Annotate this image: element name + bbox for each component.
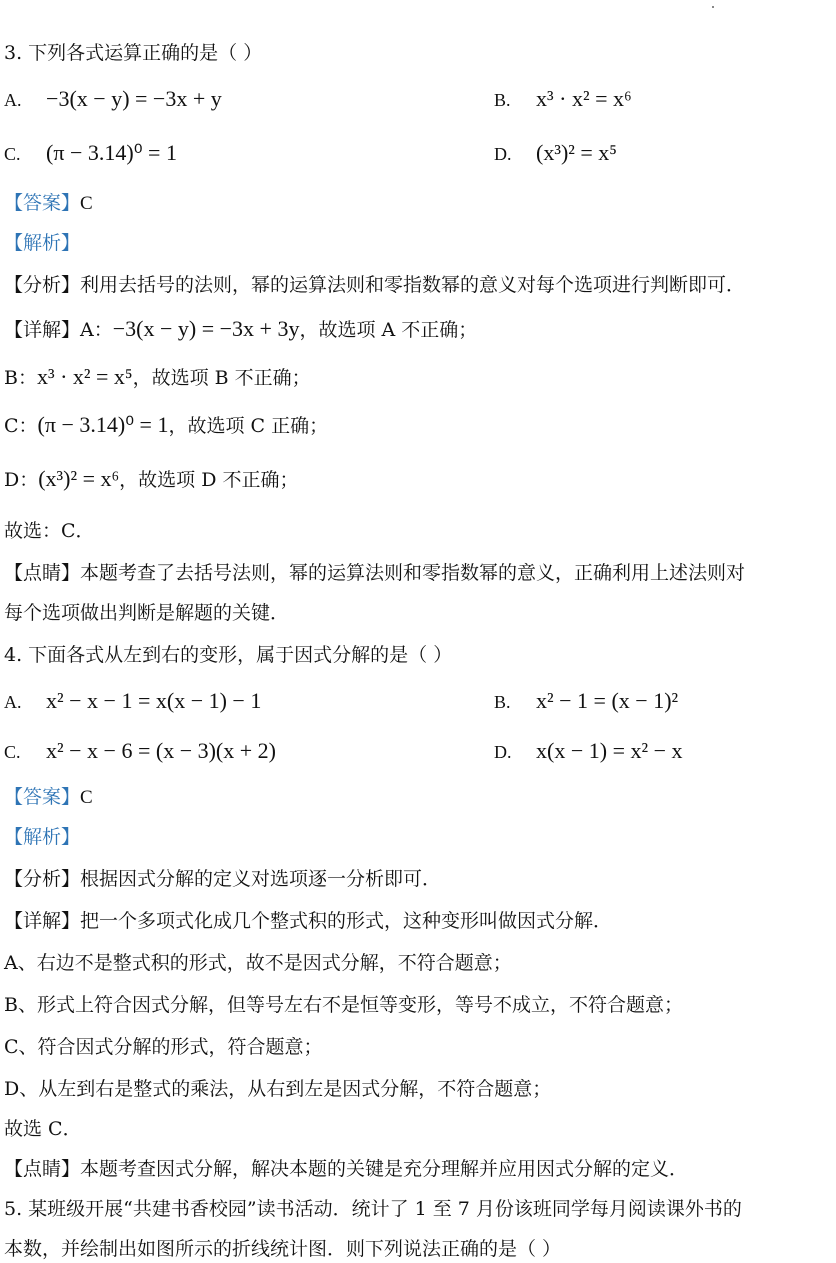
q4-xiangjie (4, 908, 612, 934)
q3-xiangjie-d (4, 464, 298, 495)
option-expr: x² − x − 1 = x(x − 1) − 1 (46, 688, 262, 713)
answer-value: C (80, 787, 93, 808)
q5-stem-line1: 5. 某班级开展“共建书香校园”读书活动．统计了 1 至 7 月份该班同学每月阅读课外书的 (4, 1198, 742, 1220)
q4-option-a[interactable] (4, 686, 261, 717)
xiangjie-tag: 【详解】 (4, 910, 81, 932)
q4-option-d[interactable] (494, 736, 683, 767)
option-expr: x(x − 1) = x² − x (536, 738, 683, 763)
xiangjie-a-prefix: A： (80, 319, 113, 341)
q4-dianjing (4, 1156, 688, 1182)
xiangjie-d-suffix: ，故选项 D 不正确； (119, 469, 299, 491)
q3-answer (4, 190, 93, 217)
option-expr: x³ · x² = x⁶ (536, 86, 632, 111)
q3-analysis-tag: 【解析】 (4, 232, 81, 254)
q3-option-c[interactable] (4, 138, 177, 169)
q3-fenxi (4, 272, 745, 298)
corner-mark (712, 6, 714, 8)
option-label: A. (4, 90, 22, 110)
fenxi-tag: 【分析】 (4, 868, 81, 890)
q3-dianjing-line1 (4, 560, 745, 586)
fenxi-text: 利用去括号的法则，幂的运算法则和零指数幂的意义对每个选项进行判断即可． (80, 274, 746, 296)
q3-stem: 3. 下列各式运算正确的是（ ） (4, 42, 263, 64)
option-expr: x² − x − 6 = (x − 3)(x + 2) (46, 738, 276, 763)
answer-tag: 【答案】 (4, 786, 81, 808)
q3-option-a[interactable] (4, 84, 222, 115)
answer-tag: 【答案】 (4, 192, 81, 214)
dianjing-text: 本题考查了去括号法则，幂的运算法则和零指数幂的意义，正确利用上述法则对 (80, 562, 746, 584)
xiangjie-tag: 【详解】 (4, 319, 81, 341)
option-expr: −3(x − y) = −3x + y (46, 86, 222, 111)
option-label: C. (4, 144, 21, 164)
xiangjie-b-suffix: ，故选项 B 不正确； (132, 367, 311, 389)
fenxi-text: 根据因式分解的定义对选项逐一分析即可． (80, 868, 442, 890)
answer-value: C (80, 193, 93, 214)
option-label: B. (494, 90, 511, 110)
xiangjie-text: 把一个多项式化成几个整式积的形式，这种变形叫做因式分解． (80, 910, 613, 932)
q4-stem: 4. 下面各式从左到右的变形，属于因式分解的是（ ） (4, 644, 453, 666)
q5-stem-line2: 本数，并绘制出如图所示的折线统计图．则下列说法正确的是（ ） (4, 1238, 562, 1260)
q4-line-d: D、从左到右是整式的乘法，从右到左是因式分解，不符合题意； (4, 1078, 552, 1100)
q3-dianjing-line2: 每个选项做出判断是解题的关键． (4, 602, 290, 624)
q3-option-b[interactable] (494, 84, 632, 115)
q3-xiangjie-b (4, 362, 311, 393)
xiangjie-a-expr: −3(x − y) = −3x + 3y (112, 316, 300, 341)
q3-option-d[interactable] (494, 138, 617, 169)
option-expr: (π − 3.14)⁰ = 1 (46, 140, 177, 165)
q3-xiangjie-a (4, 314, 477, 345)
dianjing-tag: 【点睛】 (4, 1158, 81, 1180)
q4-option-b[interactable] (494, 686, 678, 717)
xiangjie-d-expr: (x³)² = x⁶ (38, 466, 120, 491)
xiangjie-a-suffix: ，故选项 A 不正确； (299, 319, 478, 341)
fenxi-tag: 【分析】 (4, 274, 81, 296)
dianjing-text: 本题考查因式分解，解决本题的关键是充分理解并应用因式分解的定义． (80, 1158, 689, 1180)
xiangjie-d-prefix: D： (4, 469, 39, 491)
xiangjie-c-suffix: ，故选项 C 正确； (168, 415, 329, 437)
q4-conclusion: 故选 C． (4, 1118, 82, 1140)
q4-answer (4, 784, 93, 811)
option-expr: x² − 1 = (x − 1)² (536, 688, 679, 713)
q4-line-a: A、右边不是整式积的形式，故不是因式分解，不符合题意； (4, 952, 512, 974)
q3-xiangjie-c (4, 410, 328, 441)
q3-conclusion: 故选：C． (4, 520, 95, 542)
option-label: D. (494, 144, 512, 164)
xiangjie-b-expr: x³ · x² = x⁵ (36, 364, 133, 389)
xiangjie-c-expr: (π − 3.14)⁰ = 1 (37, 412, 169, 437)
option-label: C. (4, 742, 21, 762)
xiangjie-b-prefix: B： (4, 367, 37, 389)
xiangjie-c-prefix: C： (4, 415, 38, 437)
option-label: D. (494, 742, 512, 762)
option-label: B. (494, 692, 511, 712)
q4-line-b: B、形式上符合因式分解，但等号左右不是恒等变形，等号不成立，不符合题意； (4, 994, 683, 1016)
q4-line-c: C、符合因式分解的形式，符合题意； (4, 1036, 323, 1058)
option-label: A. (4, 692, 22, 712)
q4-fenxi (4, 866, 441, 892)
dianjing-tag: 【点睛】 (4, 562, 81, 584)
option-expr: (x³)² = x⁵ (536, 140, 617, 165)
q4-option-c[interactable] (4, 736, 276, 767)
q4-analysis-tag: 【解析】 (4, 826, 81, 848)
